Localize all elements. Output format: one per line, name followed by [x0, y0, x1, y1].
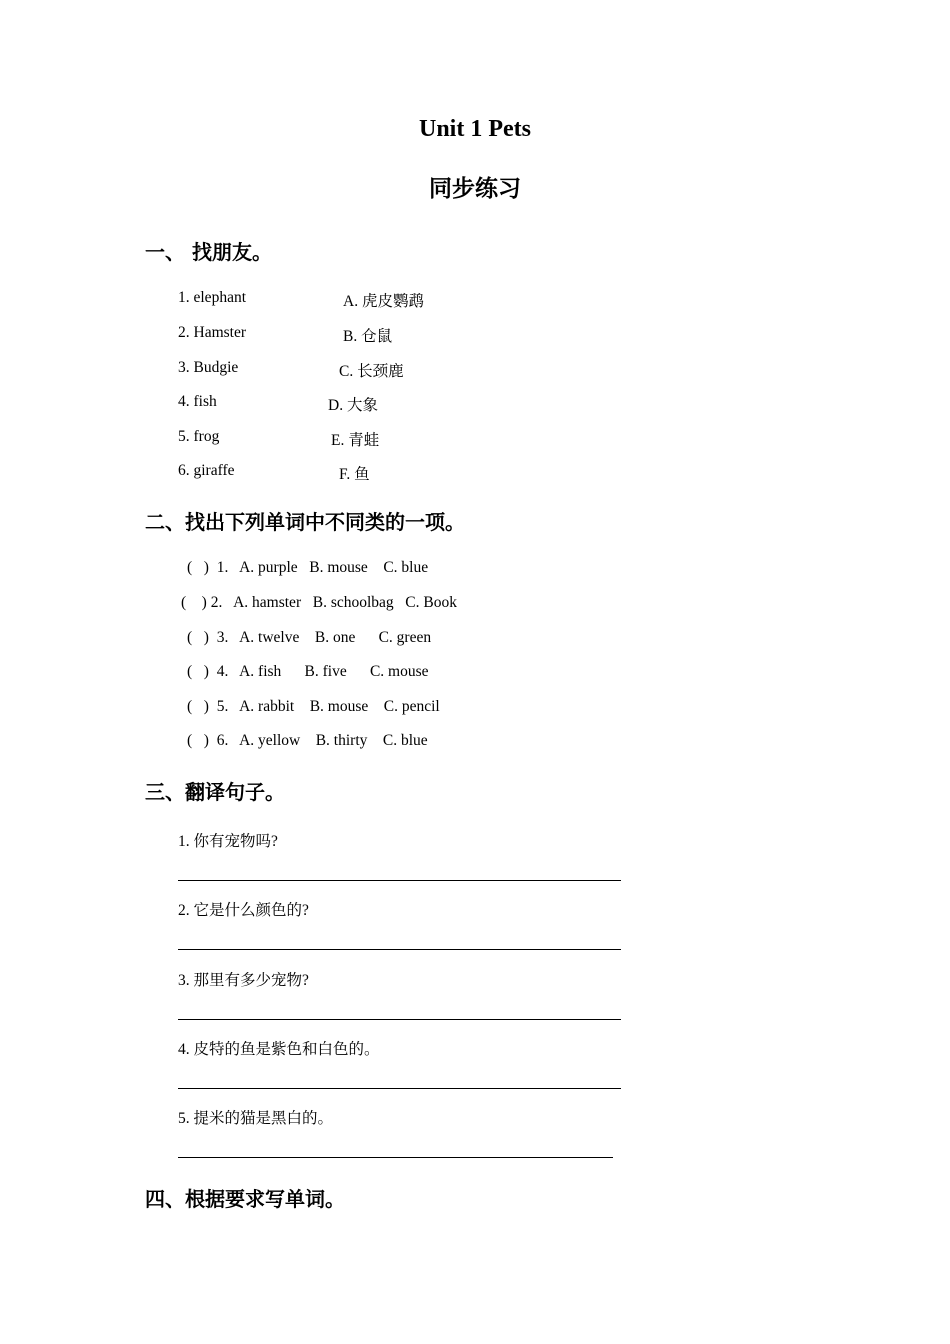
answer-line-2[interactable]: [178, 949, 621, 950]
page-subtitle: 同步练习: [429, 176, 521, 202]
odd-one-out-item-5: ( ) 5. A. rabbit B. mouse C. pencil: [187, 698, 440, 715]
match-meaning-c: C. 长颈鹿: [339, 363, 404, 380]
match-word-2: 2. Hamster: [178, 324, 247, 341]
answer-line-3[interactable]: [178, 1019, 621, 1020]
translate-question-1: 1. 你有宠物吗?: [178, 833, 278, 850]
page-title: Unit 1 Pets: [419, 116, 531, 142]
section-3-heading: 三、翻译句子。: [145, 780, 285, 804]
section-2-heading: 二、找出下列单词中不同类的一项。: [145, 510, 465, 534]
odd-one-out-item-4: ( ) 4. A. fish B. five C. mouse: [187, 663, 429, 680]
odd-one-out-item-1: ( ) 1. A. purple B. mouse C. blue: [187, 559, 429, 576]
section-1-heading: 一、 找朋友。: [145, 240, 272, 264]
answer-line-1[interactable]: [178, 880, 621, 881]
odd-one-out-item-2: ( ) 2. A. hamster B. schoolbag C. Book: [181, 594, 457, 611]
odd-one-out-item-6: ( ) 6. A. yellow B. thirty C. blue: [187, 732, 428, 749]
odd-one-out-item-3: ( ) 3. A. twelve B. one C. green: [187, 629, 432, 646]
translate-question-3: 3. 那里有多少宠物?: [178, 972, 309, 989]
match-word-5: 5. frog: [178, 428, 220, 445]
match-meaning-a: A. 虎皮鹦鹉: [343, 293, 424, 310]
translate-question-4: 4. 皮特的鱼是紫色和白色的。: [178, 1041, 380, 1058]
match-word-6: 6. giraffe: [178, 462, 235, 479]
match-word-4: 4. fish: [178, 393, 217, 410]
match-meaning-e: E. 青蛙: [331, 432, 380, 449]
match-meaning-d: D. 大象: [328, 397, 378, 414]
translate-question-5: 5. 提米的猫是黑白的。: [178, 1110, 334, 1127]
answer-line-5[interactable]: [178, 1157, 613, 1158]
answer-line-4[interactable]: [178, 1088, 621, 1089]
section-4-heading: 四、根据要求写单词。: [145, 1187, 345, 1211]
match-meaning-f: F. 鱼: [339, 466, 370, 483]
match-word-3: 3. Budgie: [178, 359, 239, 376]
translate-question-2: 2. 它是什么颜色的?: [178, 902, 309, 919]
match-meaning-b: B. 仓鼠: [343, 328, 393, 345]
match-word-1: 1. elephant: [178, 289, 247, 306]
